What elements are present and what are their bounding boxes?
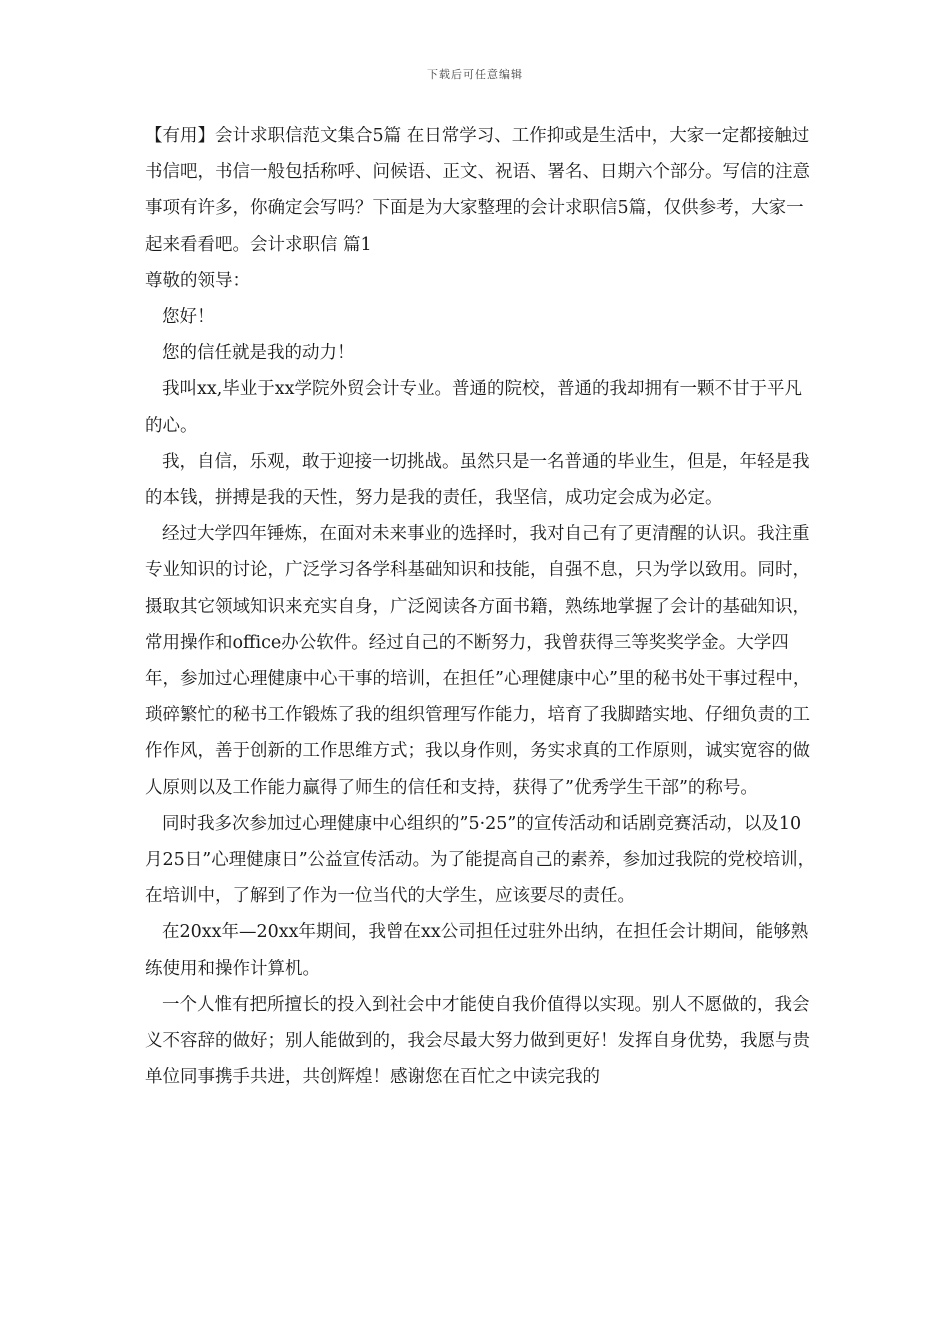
intro-paragraph: 【有用】会计求职信范文集合5篇 在日常学习、工作抑或是生活中，大家一定都接触过书信吧，书信一般包括称呼、问候语、正文、祝语、署名、日期六个部分。写信的注意事项有许多，你确定会写吗？下面是为大家整理的会计求职信5篇，仅供参考，大家一起来看看吧。会计求职信 篇1	[145, 126, 810, 255]
paragraph-4: 经过大学四年锤炼，在面对未来事业的选择时，我对自己有了更清醒的认识。我注重专业知识的讨论，广泛学习各学科基础知识和技能，自强不息，只为学以致用。同时，摄取其它领域知识来充实自身，广泛阅读各方面书籍，熟练地掌握了会计的基础知识，常用操作和office办公软件。经过自己的不断努力，我曾获得三等奖奖学金。大学四年，参加过心理健康中心干事的培训，在担任”心理健康中心”里的秘书处干事过程中，琐碎繁忙的秘书工作锻炼了我的组织管理写作能力，培育了我脚踏实地、仔细负责的工作作风，善于创新的工作思维方式；我以身作则，务实求真的工作原则，诚实宽容的做人原则以及工作能力赢得了师生的信任和支持，获得了”优秀学生干部”的称号。	[145, 524, 811, 798]
paragraph-1: 您的信任就是我的动力！	[162, 343, 355, 364]
paragraph-2: 我叫xx,毕业于xx学院外贸会计专业。普通的院校，普通的我却拥有一颗不甘于平凡的心。	[145, 379, 803, 436]
paragraph-5: 同时我多次参加过心理健康中心组织的”5·25”的宣传活动和话剧竞赛活动，以及10月25日”心理健康日”公益宣传活动。为了能提高自己的素养，参加过我院的党校培训，在培训中，了解到了作为一位当代的大学生，应该要尽的责任。	[145, 813, 816, 907]
salutation: 尊敬的领导：	[145, 270, 250, 291]
document-body	[145, 118, 817, 1095]
paragraph-3: 我，自信，乐观，敢于迎接一切挑战。虽然只是一名普通的毕业生，但是，年轻是我的本钱，拼搏是我的天性，努力是我的责任，我坚信，成功定会成为必定。	[145, 451, 810, 509]
greeting: 您好！	[162, 307, 215, 328]
header-note: 下载后可任意编辑	[427, 68, 523, 81]
paragraph-7: 一个人惟有把所擅长的投入到社会中才能使自我价值得以实现。别人不愿做的，我会义不容辞的做好；别人能做到的，我会尽最大努力做到更好！发挥自身优势，我愿与贵单位同事携手共进，共创辉煌！感谢您在百忙之中读完我的	[145, 994, 810, 1088]
paragraph-6: 在20xx年—20xx年期间，我曾在xx公司担任过驻外出纳，在担任会计期间，能够熟练使用和操作计算机。	[145, 922, 809, 979]
